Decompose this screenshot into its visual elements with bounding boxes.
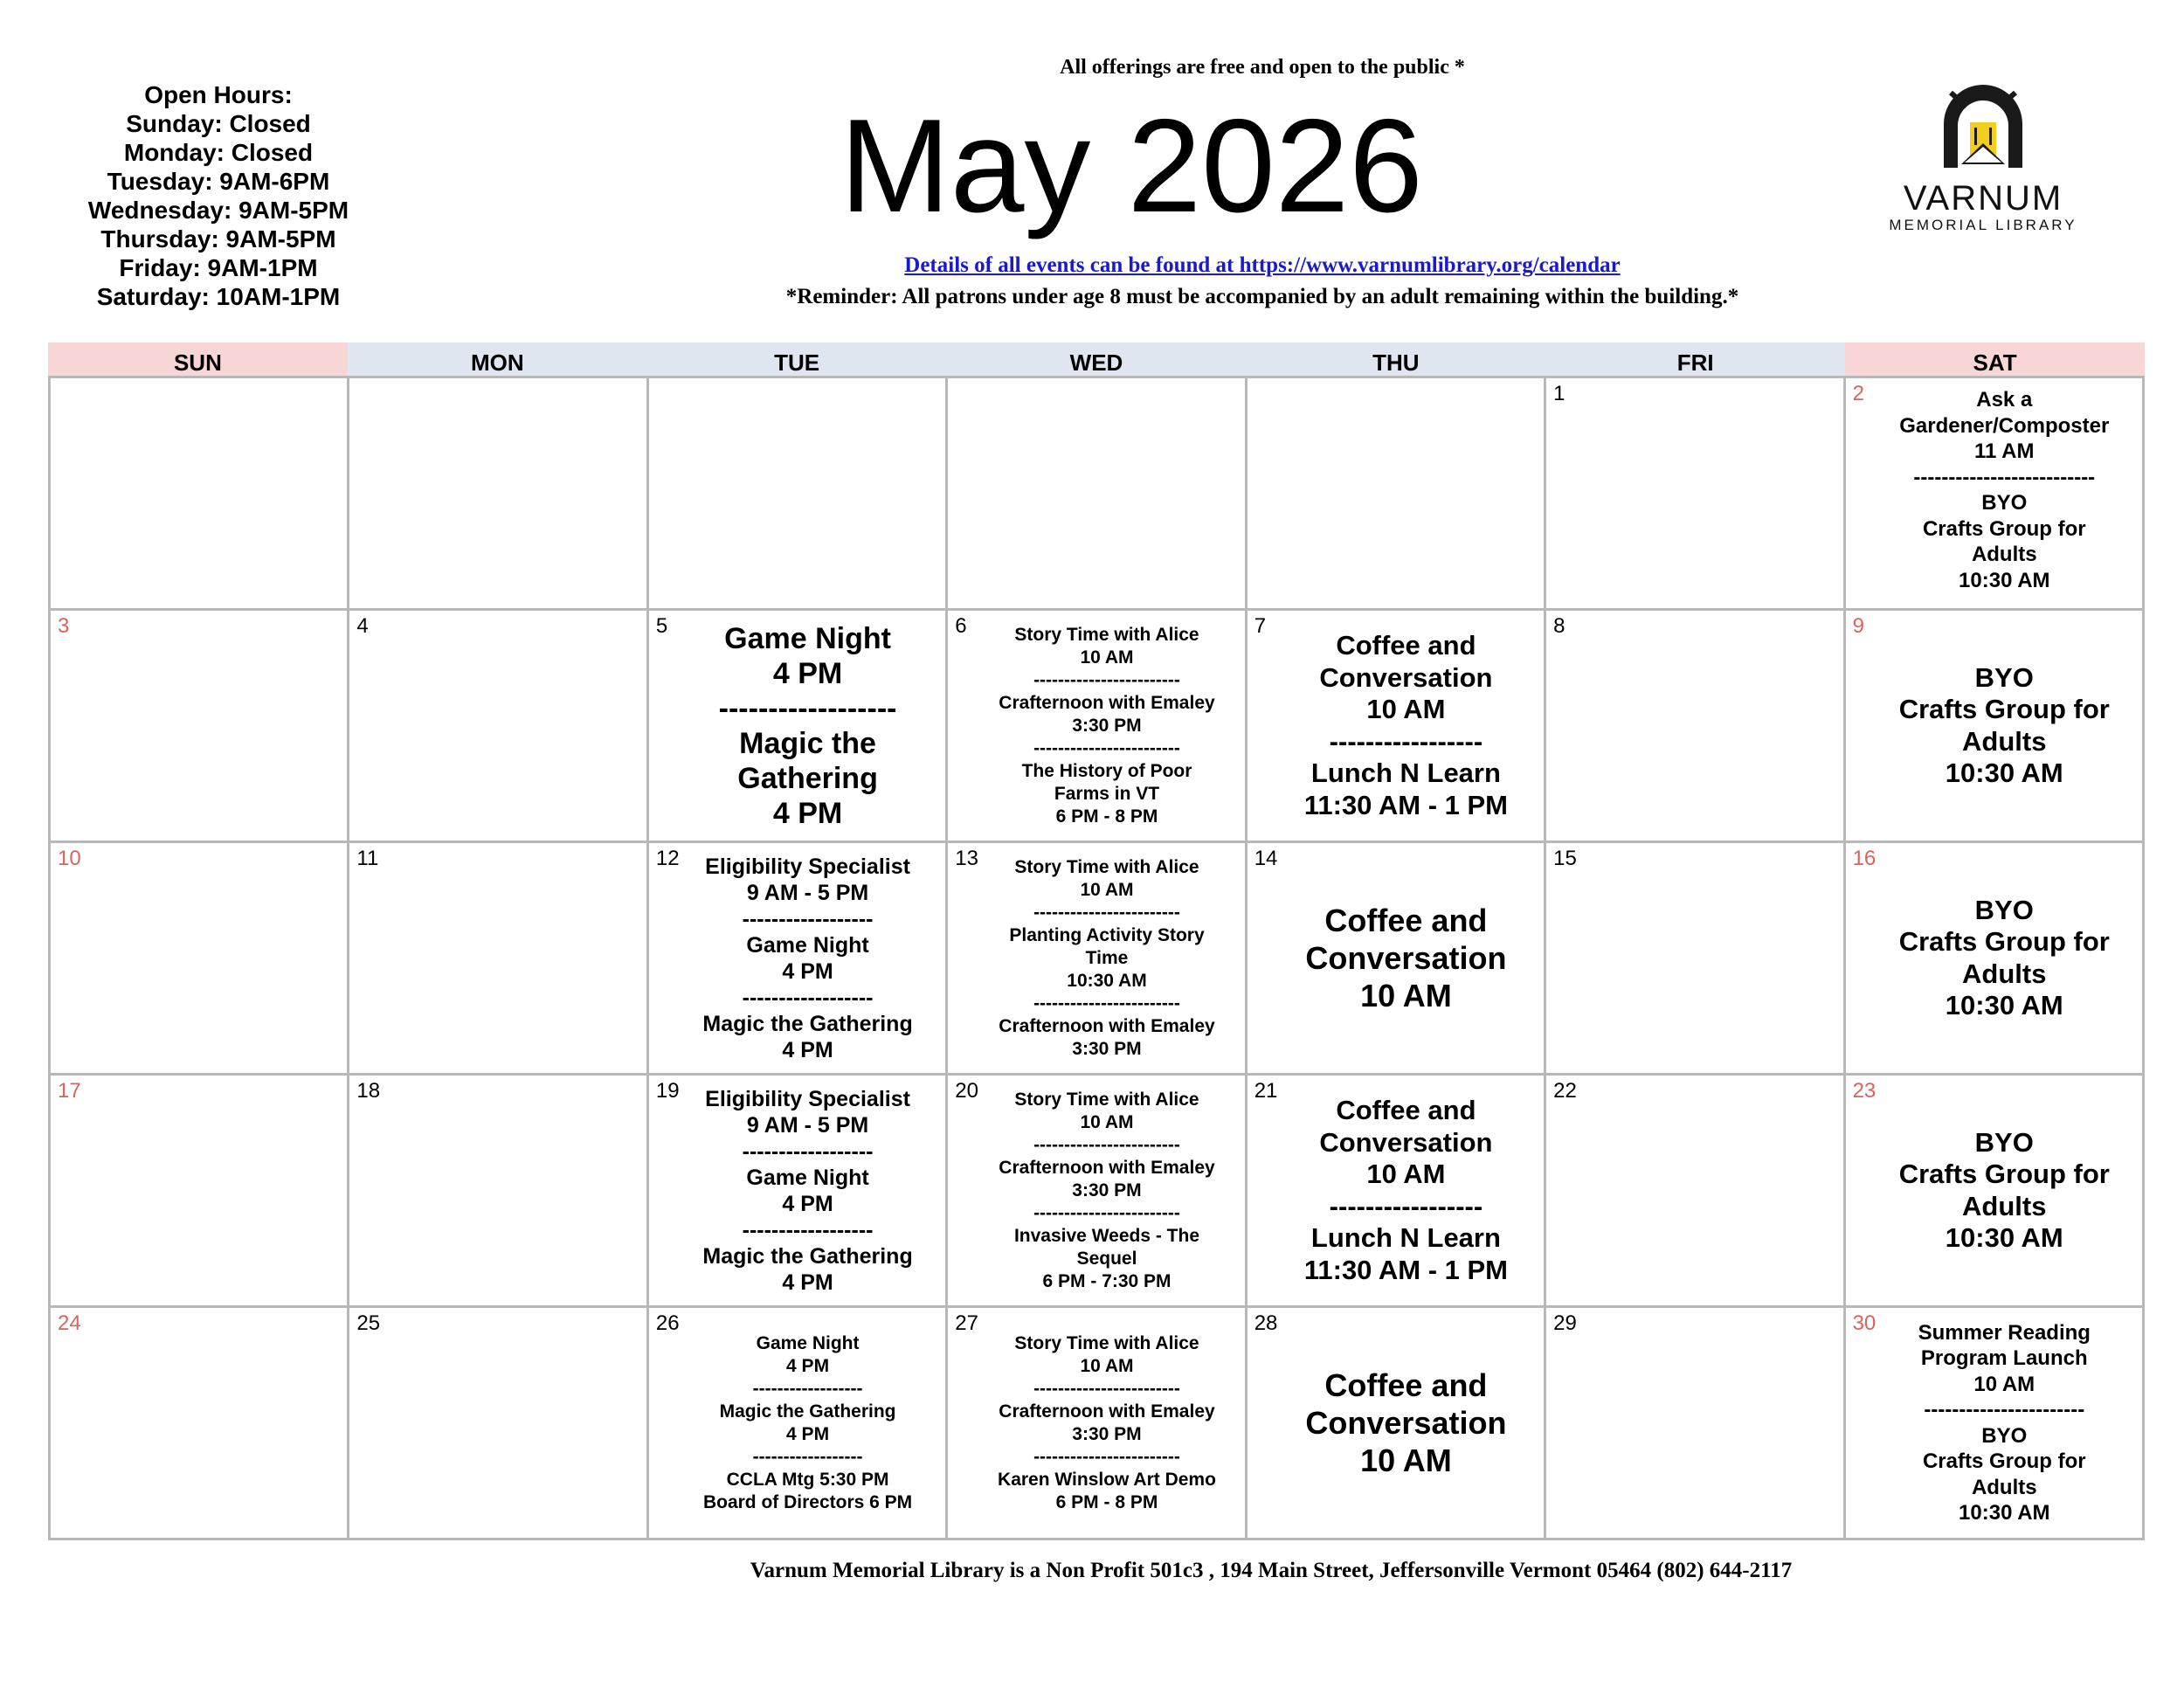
event-entry: BYO Crafts Group for Adults 10:30 AM <box>1898 894 2110 1020</box>
event-list <box>1274 1081 1538 1300</box>
weekday-header-sat: SAT <box>1845 342 2145 376</box>
day-number: 17 <box>58 1079 81 1103</box>
day-cell[interactable] <box>649 1076 948 1308</box>
event-entry: Game Night 4 PM <box>724 621 891 690</box>
event-divider: ------------------ <box>742 906 874 931</box>
day-number: 24 <box>58 1311 81 1335</box>
day-number: 9 <box>1852 614 1864 638</box>
event-entry: Invasive Weeds - The Sequel 6 PM - 7:30 PM <box>1013 1225 1199 1291</box>
day-number: 23 <box>1852 1079 1876 1103</box>
event-list <box>974 848 1239 1068</box>
event-entry: Crafternoon with Emaley 3:30 PM <box>999 1401 1215 1444</box>
day-number: 6 <box>955 614 967 638</box>
event-divider: ----------------- <box>1329 725 1483 757</box>
day-cell[interactable] <box>51 843 349 1076</box>
hours-line: Friday: 9AM-1PM <box>119 254 318 281</box>
event-entry: Crafternoon with Emaley 3:30 PM <box>999 1157 1215 1200</box>
day-number: 18 <box>356 1079 381 1103</box>
day-cell[interactable] <box>1846 611 2145 843</box>
weekday-header-sun: SUN <box>48 342 348 376</box>
library-logo <box>1887 80 2079 246</box>
event-divider: ------------------ <box>718 691 897 725</box>
day-number: 27 <box>955 1311 978 1335</box>
event-entry: Magic the Gathering 4 PM <box>702 1243 913 1295</box>
event-divider: ------------------ <box>752 1446 863 1467</box>
day-cell[interactable] <box>1846 1308 2145 1540</box>
event-entry: Story Time with Alice 10 AM <box>1014 624 1199 668</box>
event-entry: BYO Crafts Group for Adults 10:30 AM <box>1898 1126 2110 1253</box>
day-number: 11 <box>356 847 379 870</box>
day-number: 22 <box>1553 1079 1577 1103</box>
weekday-header-fri: FRI <box>1545 342 1845 376</box>
day-cell[interactable] <box>649 611 948 843</box>
event-divider: ------------------------ <box>1033 1134 1180 1155</box>
day-number: 16 <box>1852 847 1876 870</box>
day-number: 29 <box>1553 1311 1577 1335</box>
event-list <box>1872 384 2137 603</box>
event-entry: Game Night 4 PM <box>756 1332 860 1376</box>
day-cell[interactable] <box>349 1308 648 1540</box>
event-list <box>974 1313 1239 1532</box>
event-entry: Story Time with Alice 10 AM <box>1014 1089 1199 1132</box>
calendar <box>48 342 2145 1540</box>
day-cell[interactable] <box>349 378 648 611</box>
day-cell[interactable] <box>51 1308 349 1540</box>
calendar-link[interactable]: Details of all events can be found at https://www.varnumlibrary.org/calendar <box>904 253 1621 277</box>
day-cell[interactable] <box>948 378 1247 611</box>
day-cell[interactable] <box>1546 1308 1845 1540</box>
day-cell[interactable] <box>1546 378 1845 611</box>
day-number: 26 <box>655 1311 680 1335</box>
day-number: 5 <box>655 614 668 638</box>
event-entry: The History of Poor Farms in VT 6 PM - 8 PM <box>1021 760 1192 827</box>
day-number: 7 <box>1254 614 1267 638</box>
event-divider: ------------------ <box>742 1217 874 1242</box>
day-cell[interactable] <box>1546 611 1845 843</box>
event-list <box>1274 1313 1538 1532</box>
event-list <box>1872 848 2137 1068</box>
day-number: 12 <box>655 847 680 870</box>
weekday-header-mon: MON <box>348 342 647 376</box>
library-arch-icon <box>1935 80 2031 176</box>
event-list <box>675 1081 940 1300</box>
day-number: 4 <box>356 614 369 638</box>
footer-address: Varnum Memorial Library is a Non Profit 501c3 , 194 Main Street, Jeffersonville Vermont 05464 (802) 644-2117 <box>750 1559 1793 1582</box>
event-entry: Lunch N Learn 11:30 AM - 1 PM <box>1303 1222 1508 1285</box>
day-number: 30 <box>1852 1311 1876 1335</box>
day-number: 19 <box>655 1079 680 1103</box>
day-cell[interactable] <box>649 378 948 611</box>
day-cell[interactable] <box>51 378 349 611</box>
day-number: 3 <box>58 614 70 638</box>
event-entry: Crafternoon with Emaley 3:30 PM <box>999 692 1215 736</box>
event-entry: Eligibility Specialist 9 AM - 5 PM <box>705 854 910 905</box>
event-list <box>974 616 1239 835</box>
day-cell[interactable] <box>51 611 349 843</box>
day-number: 2 <box>1852 382 1864 405</box>
day-cell[interactable] <box>349 843 648 1076</box>
weekday-header-wed: WED <box>947 342 1247 376</box>
event-divider: ------------------ <box>742 985 874 1010</box>
event-list <box>1274 848 1538 1068</box>
open-hours-title: Open Hours: <box>144 81 293 108</box>
day-cell[interactable] <box>948 1308 1247 1540</box>
event-entry: Ask a Gardener/Composter 11 AM <box>1899 388 2110 463</box>
reminder-note: *Reminder: All patrons under age 8 must be accompanied by an adult remaining within the building.* <box>785 285 1739 308</box>
event-list <box>675 848 940 1068</box>
event-list <box>1872 1081 2137 1300</box>
day-cell[interactable] <box>1248 1076 1546 1308</box>
day-cell[interactable] <box>1248 378 1546 611</box>
day-number: 1 <box>1553 382 1565 405</box>
hours-line: Thursday: 9AM-5PM <box>100 225 336 253</box>
event-entry: Magic the Gathering 4 PM <box>719 1401 896 1444</box>
event-divider: ------------------------ <box>1033 1446 1180 1467</box>
day-cell[interactable] <box>1546 843 1845 1076</box>
event-divider: ------------------------ <box>1033 902 1180 923</box>
event-divider: ------------------ <box>752 1378 863 1399</box>
page-title: May 2026 <box>840 92 1423 240</box>
day-number: 20 <box>955 1079 978 1103</box>
day-number: 28 <box>1254 1311 1278 1335</box>
event-entry: Story Time with Alice 10 AM <box>1014 1332 1199 1376</box>
event-list <box>1872 1313 2137 1532</box>
logo-subtitle: MEMORIAL LIBRARY <box>1889 217 2077 233</box>
event-divider: ------------------------ <box>1033 993 1180 1013</box>
day-number: 14 <box>1254 847 1278 870</box>
day-number: 8 <box>1553 614 1565 638</box>
hours-line: Saturday: 10AM-1PM <box>96 283 341 310</box>
event-divider: ------------------------ <box>1033 737 1180 758</box>
day-number: 15 <box>1553 847 1577 870</box>
day-number: 13 <box>955 847 978 870</box>
day-cell[interactable] <box>649 1308 948 1540</box>
day-cell[interactable] <box>349 1076 648 1308</box>
weekday-header-row <box>48 342 2145 376</box>
calendar-grid <box>48 376 2145 1540</box>
day-number: 21 <box>1254 1079 1278 1103</box>
day-cell[interactable] <box>948 1076 1247 1308</box>
day-cell[interactable] <box>51 1076 349 1308</box>
event-entry: Lunch N Learn 11:30 AM - 1 PM <box>1303 758 1508 820</box>
day-cell[interactable] <box>1846 378 2145 611</box>
day-cell[interactable] <box>948 611 1247 843</box>
event-entry: Story Time with Alice 10 AM <box>1014 856 1199 900</box>
day-cell[interactable] <box>349 611 648 843</box>
event-divider: -------------------------- <box>1913 465 2096 489</box>
weekday-header-tue: TUE <box>647 342 947 376</box>
hours-line: Wednesday: 9AM-5PM <box>87 197 349 224</box>
logo-name: VARNUM <box>1903 179 2063 218</box>
day-cell[interactable] <box>1846 843 2145 1076</box>
event-entry: Magic the Gathering 4 PM <box>702 1011 913 1062</box>
event-entry: Planting Activity Story Time 10:30 AM <box>1009 924 1205 991</box>
event-divider: ------------------------ <box>1033 669 1180 690</box>
event-list <box>675 616 940 835</box>
event-entry: BYO Crafts Group for Adults 10:30 AM <box>1922 1423 2086 1525</box>
event-divider: ------------------ <box>742 1138 874 1164</box>
event-entry: Karen Winslow Art Demo 6 PM - 8 PM <box>998 1469 1216 1512</box>
event-entry: Game Night 4 PM <box>746 932 869 984</box>
event-list <box>1872 616 2137 835</box>
event-divider: ----------------------- <box>1924 1398 2085 1422</box>
hours-line: Sunday: Closed <box>126 110 311 137</box>
event-entry: BYO Crafts Group for Adults 10:30 AM <box>1898 661 2110 788</box>
event-entry: Coffee and Conversation 10 AM <box>1305 903 1507 1013</box>
day-cell[interactable] <box>649 843 948 1076</box>
day-cell[interactable] <box>1248 843 1546 1076</box>
day-cell[interactable] <box>1248 611 1546 843</box>
day-cell[interactable] <box>1248 1308 1546 1540</box>
weekday-header-thu: THU <box>1246 342 1545 376</box>
event-divider: ------------------------ <box>1033 1202 1180 1223</box>
event-entry: Magic the Gathering 4 PM <box>737 726 878 830</box>
day-number: 25 <box>356 1311 381 1335</box>
event-entry: CCLA Mtg 5:30 PM Board of Directors 6 PM <box>702 1469 913 1512</box>
day-number: 10 <box>58 847 81 870</box>
event-entry: Coffee and Conversation 10 AM <box>1319 630 1493 724</box>
day-cell[interactable] <box>1846 1076 2145 1308</box>
event-entry: Coffee and Conversation 10 AM <box>1305 1367 1507 1478</box>
event-list <box>974 1081 1239 1300</box>
hours-line: Monday: Closed <box>123 139 314 166</box>
event-entry: Crafternoon with Emaley 3:30 PM <box>999 1015 1215 1059</box>
event-list <box>675 1313 940 1532</box>
event-list <box>1274 616 1538 835</box>
event-divider: ----------------- <box>1329 1190 1483 1221</box>
day-cell[interactable] <box>948 843 1247 1076</box>
event-entry: Game Night 4 PM <box>746 1165 869 1216</box>
day-cell[interactable] <box>1546 1076 1845 1308</box>
free-note: All offerings are free and open to the public * <box>1060 56 1465 79</box>
hours-line: Tuesday: 9AM-6PM <box>107 168 330 195</box>
event-entry: Eligibility Specialist 9 AM - 5 PM <box>705 1086 910 1138</box>
event-entry: BYO Crafts Group for Adults 10:30 AM <box>1922 491 2086 592</box>
event-entry: Summer Reading Program Launch 10 AM <box>1918 1320 2091 1396</box>
event-divider: ------------------------ <box>1033 1378 1180 1399</box>
event-entry: Coffee and Conversation 10 AM <box>1319 1095 1493 1189</box>
